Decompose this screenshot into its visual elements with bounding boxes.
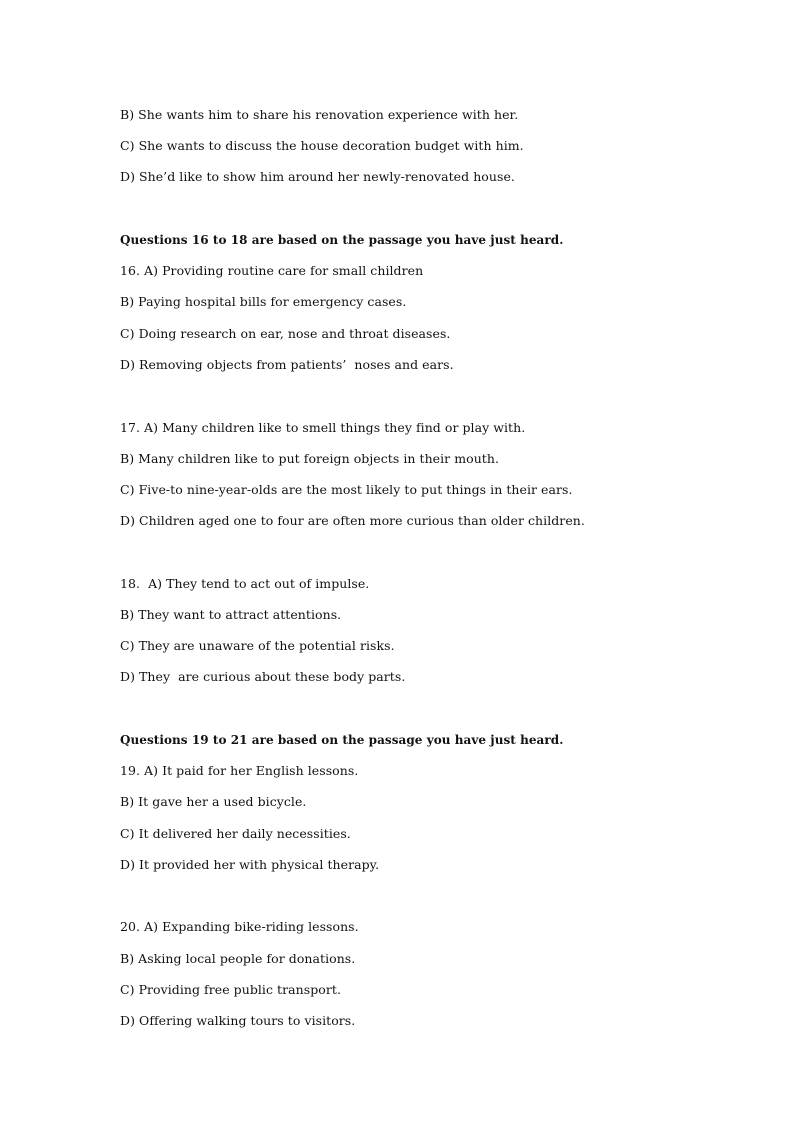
- q16-option-c: C) Doing research on ear, nose and throat diseases.: [120, 325, 451, 341]
- q15-option-b: B) She wants him to share his renovation experience with her.: [120, 107, 519, 122]
- q19-option-b: B) It gave her a used bicycle.: [120, 794, 307, 810]
- spacer: [120, 541, 760, 573]
- q17-option-c: C) Five-to nine-year-olds are the most likely to put things in their ears.: [120, 481, 573, 497]
- q19-option-a: 19. A) It paid for her English lessons.: [120, 763, 359, 779]
- q16-option-b: B) Paying hospital bills for emergency cases.: [120, 294, 407, 310]
- section-heading-19-21: Questions 19 to 21 are based on the passage you have just heard.: [120, 733, 564, 747]
- q19-option-c: C) It delivered her daily necessities.: [120, 825, 351, 841]
- spacer: [120, 698, 760, 730]
- q16-option-d: D) Removing objects from patients’ noses and ears.: [120, 356, 454, 372]
- spacer: [120, 385, 760, 417]
- section-heading-16-18: Questions 16 to 18 are based on the passage you have just heard.: [120, 233, 564, 248]
- q20-option-a: 20. A) Expanding bike-riding lessons.: [120, 919, 359, 935]
- q19-option-d: D) It provided her with physical therapy.: [120, 856, 380, 872]
- document-page: [120, 104, 760, 1041]
- q20-option-c: C) Providing free public transport.: [120, 981, 341, 997]
- q18-option-b: B) They want to attract attentions.: [120, 606, 342, 622]
- q18-option-c: C) They are unaware of the potential risks.: [120, 638, 395, 654]
- q15-option-d: D) She’d like to show him around her newly-renovated house.: [120, 169, 515, 185]
- q17-option-b: B) Many children like to put foreign objects in their mouth.: [120, 450, 500, 466]
- q17-option-a: 17. A) Many children like to smell things they find or play with.: [120, 419, 526, 435]
- q20-option-b: B) Asking local people for donations.: [120, 950, 356, 966]
- q15-option-c: C) She wants to discuss the house decoration budget with him.: [120, 138, 524, 154]
- q18-option-a: 18. A) They tend to act out of impulse.: [120, 575, 370, 591]
- spacer: [120, 198, 760, 230]
- q20-option-d: D) Offering walking tours to visitors.: [120, 1013, 356, 1028]
- q17-option-d: D) Children aged one to four are often more curious than older children.: [120, 513, 585, 529]
- spacer: [120, 885, 760, 917]
- q18-option-d: D) They are curious about these body parts.: [120, 669, 406, 685]
- q16-option-a: 16. A) Providing routine care for small children: [120, 263, 424, 279]
